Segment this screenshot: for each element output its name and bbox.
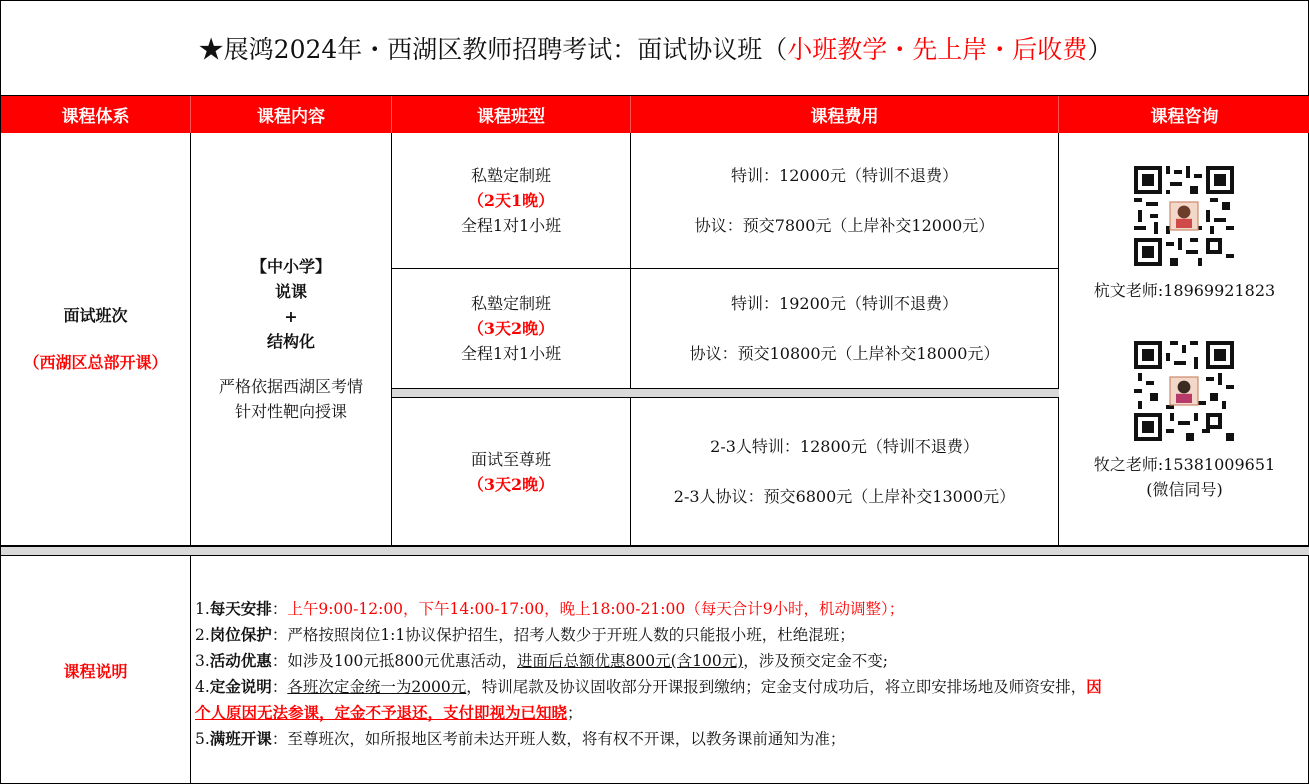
row-divider bbox=[392, 388, 1059, 398]
notes-label: 课程说明 bbox=[63, 661, 128, 681]
note-underlined: 各班次定金统一为2000元 bbox=[287, 678, 467, 696]
fee-cell-1 bbox=[631, 133, 1059, 269]
system-name: 面试班次 bbox=[63, 306, 128, 325]
note-line-1 bbox=[195, 596, 1305, 622]
fee-agreement: 协议：预交7800元（上岸补交12000元） bbox=[694, 216, 995, 235]
fee-agreement: 2-3人协议：预交6800元（上岸补交13000元） bbox=[673, 487, 1016, 506]
system-cell bbox=[1, 133, 191, 546]
note-warning: 因 bbox=[1086, 677, 1102, 696]
header-class-type: 课程班型 bbox=[392, 96, 631, 133]
note-title: 每天安排 bbox=[209, 599, 272, 618]
title-tail: ） bbox=[1087, 35, 1113, 64]
note-text: ：至尊班次，如所报地区考前未达开班人数，将有权不开课，以教务课前通知为准； bbox=[271, 730, 846, 748]
note-text: ，涉及预交定金不变; bbox=[743, 652, 888, 670]
note-text: 上午9:00-12:00，下午14:00-17:00，晚上18:00-21:00（每天合计9小时，机动调整）； bbox=[287, 600, 905, 618]
class-duration: （3天2晚） bbox=[467, 319, 555, 338]
header-content: 课程内容 bbox=[191, 96, 392, 133]
class-duration: （2天1晚） bbox=[467, 191, 555, 210]
wechat-note: (微信同号) bbox=[1146, 480, 1223, 499]
content-desc1: 严格依据西湖区考情 bbox=[218, 377, 363, 396]
note-number: 3. bbox=[195, 652, 210, 670]
content-level: 【中小学】 bbox=[250, 257, 331, 276]
header-fee: 课程费用 bbox=[631, 96, 1059, 133]
note-underlined: 进面后总额优惠800元(含100元) bbox=[516, 652, 744, 670]
note-title: 活动优惠 bbox=[209, 651, 272, 670]
note-colon: ： bbox=[271, 600, 288, 618]
header-consult: 课程咨询 bbox=[1059, 96, 1309, 133]
content-item2: 结构化 bbox=[266, 332, 315, 351]
note-line-2 bbox=[195, 622, 1305, 648]
note-line-4b bbox=[195, 700, 1305, 726]
class-cell-2 bbox=[392, 269, 631, 389]
note-number: 4. bbox=[195, 678, 210, 696]
class-name: 面试至尊班 bbox=[470, 449, 551, 469]
fee-special: 特训：12000元（特训不退费） bbox=[731, 166, 958, 185]
note-line-3 bbox=[195, 648, 1305, 674]
page-title bbox=[1, 1, 1309, 96]
section-divider bbox=[1, 546, 1309, 556]
qr-code-icon bbox=[1134, 341, 1234, 441]
teacher1-contact: 杭文老师:18969921823 bbox=[1093, 281, 1276, 300]
notes-content bbox=[191, 556, 1309, 784]
note-text: ：如涉及100元抵800元优惠活动， bbox=[271, 652, 517, 670]
note-title: 定金说明 bbox=[209, 677, 272, 696]
qr-code-icon bbox=[1134, 166, 1234, 266]
note-line-4 bbox=[195, 674, 1305, 700]
content-plus: + bbox=[284, 307, 298, 326]
content-desc2: 针对性靶向授课 bbox=[234, 402, 347, 421]
note-number: 2. bbox=[195, 626, 210, 644]
note-warning: 个人原因无法参课，定金不予退还，支付即视为已知晓 bbox=[195, 703, 568, 722]
system-note: （西湖区总部开课） bbox=[23, 353, 168, 372]
note-title: 岗位保护 bbox=[209, 625, 272, 644]
content-cell bbox=[191, 133, 392, 546]
note-text: ：严格按照岗位1:1协议保护招生，招考人数少于开班人数的只能报小班，杜绝混班； bbox=[271, 626, 855, 644]
class-name: 私塾定制班 bbox=[470, 294, 551, 313]
header-system: 课程体系 bbox=[1, 96, 191, 133]
fee-cell-3 bbox=[631, 398, 1059, 546]
class-name: 私塾定制班 bbox=[470, 166, 551, 185]
note-number: 1. bbox=[195, 600, 210, 618]
class-extra: 全程1对1小班 bbox=[460, 344, 562, 363]
fee-special: 2-3人特训：12800元（特训不退费） bbox=[710, 437, 979, 456]
note-number: 5. bbox=[195, 730, 210, 748]
note-line-5 bbox=[195, 726, 1305, 752]
class-duration: （3天2晚） bbox=[467, 474, 555, 494]
class-cell-1 bbox=[392, 133, 631, 269]
note-colon: ： bbox=[271, 678, 288, 696]
content-item1: 说课 bbox=[274, 282, 307, 301]
fee-agreement: 协议：预交10800元（上岸补交18000元） bbox=[689, 344, 1000, 363]
class-cell-3 bbox=[392, 398, 631, 546]
consult-cell bbox=[1059, 133, 1309, 546]
title-main: ★展鸿2024年・西湖区教师招聘考试：面试协议班（ bbox=[198, 35, 788, 64]
fee-special: 特训：19200元（特训不退费） bbox=[731, 294, 958, 313]
note-title: 满班开课 bbox=[209, 729, 272, 748]
teacher2-contact: 牧之老师:15381009651 bbox=[1093, 455, 1276, 474]
notes-label-cell bbox=[1, 556, 191, 784]
note-end: ； bbox=[567, 704, 583, 722]
note-text: ，特训尾款及协议固收部分开课报到缴纳；定金支付成功后，将立即安排场地及师资安排， bbox=[466, 678, 1087, 696]
class-extra: 全程1对1小班 bbox=[460, 216, 562, 235]
title-highlight: 小班教学・先上岸・后收费 bbox=[787, 35, 1088, 64]
fee-cell-2 bbox=[631, 269, 1059, 389]
